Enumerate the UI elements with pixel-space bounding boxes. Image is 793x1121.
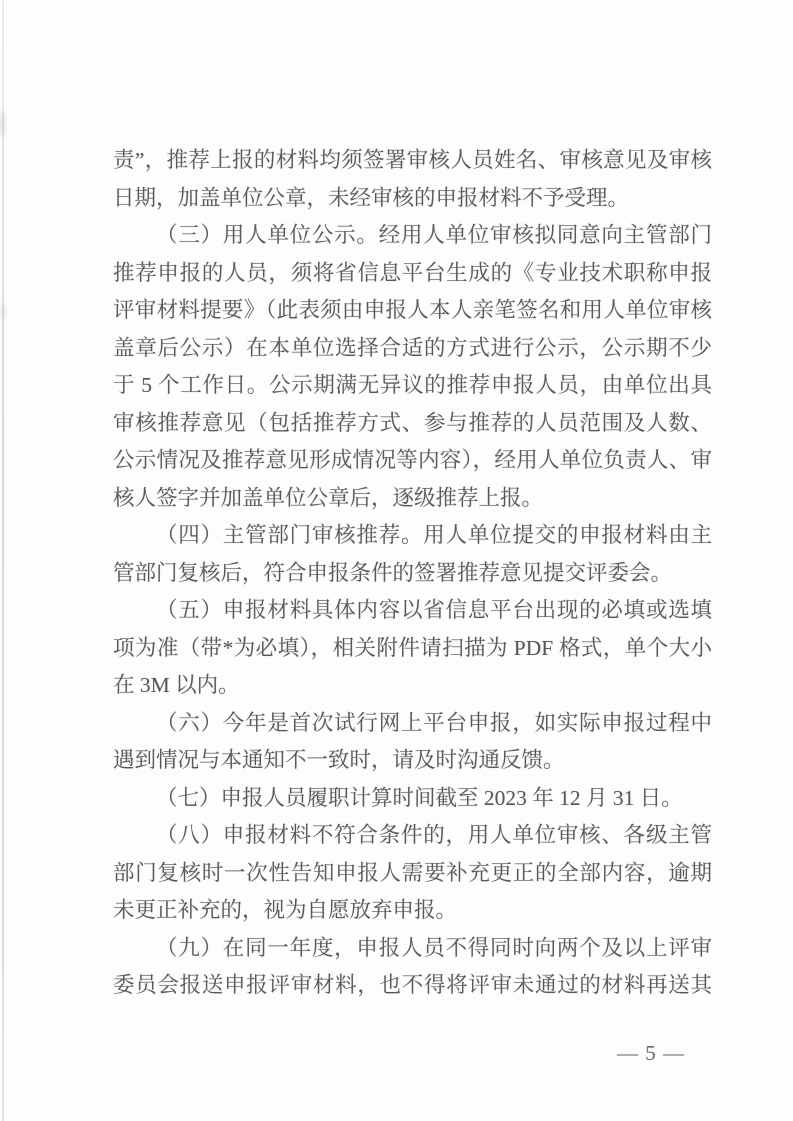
text-line: 委员会报送申报评审材料，也不得将评审未通过的材料再送其 xyxy=(113,973,712,997)
page-footer xyxy=(596,1038,706,1068)
text-line: 管部门复核后，符合申报条件的签署推荐意见提交评委会。 xyxy=(113,560,673,585)
text-line: 于 5 个工作日。公示期满无异议的推荐申报人员，由单位出具 xyxy=(113,373,712,397)
text-line: （七）申报人员履职计算时间截至 2023 年 12 月 31 日。 xyxy=(156,785,683,810)
text-line: 推荐申报的人员，须将省信息平台生成的《专业技术职称申报 xyxy=(113,260,712,285)
text-line: 项为准（带*为必填），相关附件请扫描为 PDF 格式，单个大小 xyxy=(113,635,712,660)
scan-smudge xyxy=(1,304,6,320)
text-line: （五）申报材料具体内容以省信息平台出现的必填或选填 xyxy=(156,598,712,622)
text-line: 核人签字并加盖单位公章后，逐级推荐上报。 xyxy=(113,485,544,510)
text-line: 在 3M 以内。 xyxy=(113,673,240,697)
text-line: 公示情况及推荐意见形成情况等内容），经用人单位负责人、审 xyxy=(113,448,712,472)
text-line: 部门复核时一次性告知申报人需要补充更正的全部内容，逾期 xyxy=(113,860,712,885)
scan-edge-artifact xyxy=(2,0,4,1121)
scan-smudge xyxy=(0,110,5,138)
page-number-label: — 5 — xyxy=(617,1041,685,1065)
text-line: 日期，加盖单位公章，未经审核的申报材料不予受理。 xyxy=(113,185,630,210)
text-line: （四）主管部门审核推荐。用人单位提交的申报材料由主 xyxy=(156,523,712,547)
text-line: （六）今年是首次试行网上平台申报，如实际申报过程中 xyxy=(156,710,712,735)
text-line: （九）在同一年度，申报人员不得同时向两个及以上评审 xyxy=(156,935,712,960)
document-body xyxy=(113,142,712,1005)
text-line: 盖章后公示）在本单位选择合适的方式进行公示，公示期不少 xyxy=(113,335,712,360)
text-line: 责”，推荐上报的材料均须签署审核人员姓名、审核意见及审核 xyxy=(113,148,712,172)
text-line: （八）申报材料不符合条件的，用人单位审核、各级主管 xyxy=(156,823,712,847)
text-line: 未更正补充的，视为自愿放弃申报。 xyxy=(113,898,458,922)
text-line: 审核推荐意见（包括推荐方式、参与推荐的人员范围及人数、 xyxy=(113,410,712,435)
text-line: （三）用人单位公示。经用人单位审核拟同意向主管部门 xyxy=(156,223,712,247)
text-line: 评审材料提要》（此表须由申报人本人亲笔签名和用人单位审核 xyxy=(113,298,712,322)
text-line: 遇到情况与本通知不一致时，请及时沟通反馈。 xyxy=(113,748,565,772)
